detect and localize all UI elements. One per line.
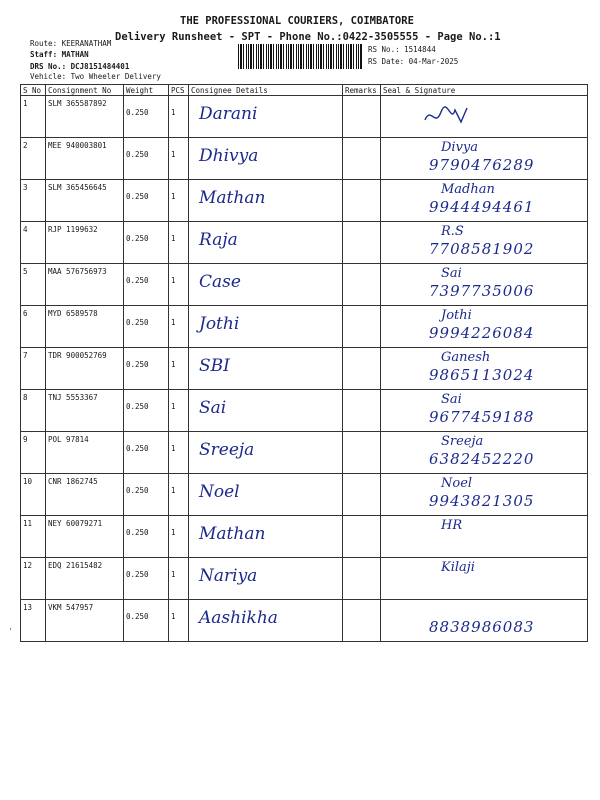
cell-remarks — [343, 264, 381, 306]
cell-pcs — [169, 516, 189, 558]
consignee-handwriting: Mathan — [199, 188, 266, 208]
col-header-seal: Seal & Signature — [381, 85, 588, 96]
col-header-pcs: PCS — [169, 85, 189, 96]
consignment-no: MEE 940003801 — [48, 141, 107, 150]
cell-seal — [381, 348, 588, 390]
sno: 6 — [23, 309, 28, 318]
weight: 0.250 — [126, 150, 149, 159]
cell-consignee — [189, 600, 343, 642]
seal-name-handwriting: Sai — [441, 392, 462, 407]
cell-sno — [21, 222, 46, 264]
cell-sno — [21, 138, 46, 180]
cell-seal — [381, 558, 588, 600]
weight: 0.250 — [126, 612, 149, 621]
cell-consignment — [46, 348, 124, 390]
seal-phone-handwriting: 9994226084 — [429, 324, 535, 342]
seal-phone-handwriting: 7397735006 — [429, 282, 535, 300]
cell-consignee — [189, 474, 343, 516]
seal-name-handwriting: Kilaji — [441, 560, 475, 575]
weight: 0.250 — [126, 360, 149, 369]
weight: 0.250 — [126, 528, 149, 537]
seal-name-handwriting: Divya — [441, 140, 479, 155]
cell-remarks — [343, 432, 381, 474]
table-row — [21, 432, 588, 474]
sno: 3 — [23, 183, 28, 192]
sno: 1 — [23, 99, 28, 108]
seal-name-handwriting: Noel — [441, 476, 473, 491]
sno: 5 — [23, 267, 28, 276]
cell-seal — [381, 138, 588, 180]
cell-consignee — [189, 180, 343, 222]
cell-consignee — [189, 516, 343, 558]
consignee-handwriting: Case — [199, 272, 241, 292]
pcs: 1 — [171, 318, 176, 327]
route: Route: KEERANATHAM — [30, 39, 112, 48]
cell-sno — [21, 96, 46, 138]
cell-weight — [124, 474, 169, 516]
pcs: 1 — [171, 234, 176, 243]
consignment-no: TNJ 5553367 — [48, 393, 98, 402]
seal-phone-handwriting: 6382452220 — [429, 450, 535, 468]
cell-sno — [21, 432, 46, 474]
cell-consignee — [189, 96, 343, 138]
cell-weight — [124, 558, 169, 600]
cell-sno — [21, 516, 46, 558]
cell-consignee — [189, 390, 343, 432]
seal-phone-handwriting: 8838986083 — [429, 618, 535, 636]
consignee-handwriting: Mathan — [199, 524, 266, 544]
cell-consignment — [46, 222, 124, 264]
company-name: THE PROFESSIONAL COURIERS, COIMBATORE — [180, 15, 414, 27]
consignment-no: RJP 1199632 — [48, 225, 98, 234]
cell-consignee — [189, 348, 343, 390]
cell-seal — [381, 180, 588, 222]
pcs: 1 — [171, 192, 176, 201]
cell-remarks — [343, 600, 381, 642]
weight: 0.250 — [126, 234, 149, 243]
pcs: 1 — [171, 276, 176, 285]
pcs: 1 — [171, 612, 176, 621]
weight: 0.250 — [126, 108, 149, 117]
cell-sno — [21, 474, 46, 516]
cell-pcs — [169, 600, 189, 642]
consignee-handwriting: Jothi — [199, 314, 240, 334]
cell-consignment — [46, 390, 124, 432]
seal-name-handwriting: Madhan — [441, 182, 495, 197]
consignment-no: CNR 1862745 — [48, 477, 98, 486]
table-row — [21, 600, 588, 642]
seal-phone-handwriting: 9790476289 — [429, 156, 535, 174]
cell-seal — [381, 264, 588, 306]
pcs: 1 — [171, 360, 176, 369]
consignment-no: POL 97814 — [48, 435, 89, 444]
cell-seal — [381, 516, 588, 558]
consignee-handwriting: Raja — [199, 230, 238, 250]
table-row — [21, 222, 588, 264]
cell-pcs — [169, 474, 189, 516]
rs-number: RS No.: 1514844 — [368, 45, 436, 54]
cell-pcs — [169, 390, 189, 432]
seal-phone-handwriting: 9944494461 — [429, 198, 535, 216]
cell-remarks — [343, 348, 381, 390]
cell-weight — [124, 432, 169, 474]
pcs: 1 — [171, 150, 176, 159]
cell-sno — [21, 600, 46, 642]
consignee-handwriting: Aashikha — [199, 608, 278, 628]
cell-weight — [124, 138, 169, 180]
cell-seal — [381, 222, 588, 264]
scribble-signature — [421, 102, 481, 132]
rs-date: RS Date: 04-Mar-2025 — [368, 57, 459, 66]
consignment-no: VKM 547957 — [48, 603, 94, 612]
col-header-sno: S No — [21, 85, 46, 96]
pcs: 1 — [171, 108, 176, 117]
barcode-image — [238, 44, 362, 69]
sno: 13 — [23, 603, 33, 612]
cell-sno — [21, 390, 46, 432]
cell-consignment — [46, 138, 124, 180]
cell-remarks — [343, 390, 381, 432]
runsheet-table — [20, 84, 588, 642]
consignee-handwriting: Darani — [199, 104, 258, 124]
cell-consignment — [46, 558, 124, 600]
cell-weight — [124, 96, 169, 138]
cell-seal — [381, 96, 588, 138]
seal-name-handwriting: Jothi — [441, 308, 472, 323]
cell-weight — [124, 180, 169, 222]
sno: 4 — [23, 225, 28, 234]
cell-consignee — [189, 222, 343, 264]
cell-seal — [381, 432, 588, 474]
sheet-title: Delivery Runsheet - SPT - Phone No.:0422-3505555 - Page No.:1 — [115, 31, 501, 43]
cell-consignment — [46, 180, 124, 222]
cell-remarks — [343, 558, 381, 600]
pcs: 1 — [171, 402, 176, 411]
cell-pcs — [169, 558, 189, 600]
weight: 0.250 — [126, 486, 149, 495]
table-row — [21, 306, 588, 348]
cell-pcs — [169, 96, 189, 138]
table-row — [21, 180, 588, 222]
cell-seal — [381, 306, 588, 348]
consignee-handwriting: Sreeja — [199, 440, 255, 460]
col-header-weight: Weight — [124, 85, 169, 96]
seal-name-handwriting: Sai — [441, 266, 462, 281]
table-row — [21, 96, 588, 138]
table-row — [21, 264, 588, 306]
edge-mark: ʹ — [8, 628, 14, 638]
cell-consignment — [46, 96, 124, 138]
cell-consignment — [46, 432, 124, 474]
cell-consignment — [46, 516, 124, 558]
seal-phone-handwriting: 9865113024 — [429, 366, 535, 384]
table-row — [21, 390, 588, 432]
sno: 12 — [23, 561, 33, 570]
cell-weight — [124, 390, 169, 432]
cell-seal — [381, 600, 588, 642]
table-row — [21, 348, 588, 390]
weight: 0.250 — [126, 570, 149, 579]
cell-consignment — [46, 600, 124, 642]
weight: 0.250 — [126, 192, 149, 201]
cell-pcs — [169, 348, 189, 390]
cell-weight — [124, 264, 169, 306]
cell-sno — [21, 180, 46, 222]
cell-consignment — [46, 306, 124, 348]
cell-weight — [124, 222, 169, 264]
cell-remarks — [343, 180, 381, 222]
cell-consignment — [46, 474, 124, 516]
consignee-handwriting: Sai — [199, 398, 227, 418]
weight: 0.250 — [126, 276, 149, 285]
sno: 2 — [23, 141, 28, 150]
pcs: 1 — [171, 528, 176, 537]
cell-consignment — [46, 264, 124, 306]
col-header-remarks: Remarks — [343, 85, 381, 96]
cell-remarks — [343, 222, 381, 264]
cell-weight — [124, 348, 169, 390]
seal-name-handwriting: Ganesh — [441, 350, 491, 365]
table-row — [21, 558, 588, 600]
sno: 10 — [23, 477, 33, 486]
cell-pcs — [169, 138, 189, 180]
pcs: 1 — [171, 570, 176, 579]
cell-consignee — [189, 264, 343, 306]
cell-remarks — [343, 516, 381, 558]
cell-pcs — [169, 264, 189, 306]
consignment-no: MAA 576756973 — [48, 267, 107, 276]
pcs: 1 — [171, 486, 176, 495]
cell-seal — [381, 474, 588, 516]
sno: 9 — [23, 435, 28, 444]
consignee-handwriting: SBI — [199, 356, 230, 376]
cell-weight — [124, 306, 169, 348]
cell-pcs — [169, 222, 189, 264]
cell-sno — [21, 348, 46, 390]
weight: 0.250 — [126, 318, 149, 327]
pcs: 1 — [171, 444, 176, 453]
cell-remarks — [343, 306, 381, 348]
col-header-consignment: Consignment No — [46, 85, 124, 96]
seal-name-handwriting: R.S — [441, 224, 464, 239]
cell-consignee — [189, 558, 343, 600]
table-row — [21, 138, 588, 180]
consignment-no: NEY 60079271 — [48, 519, 103, 528]
seal-phone-handwriting: 9943821305 — [429, 492, 535, 510]
consignment-no: EDQ 21615482 — [48, 561, 103, 570]
consignee-handwriting: Nariya — [199, 566, 258, 586]
cell-remarks — [343, 474, 381, 516]
consignment-no: MYD 6589578 — [48, 309, 98, 318]
sno: 8 — [23, 393, 28, 402]
sno: 7 — [23, 351, 28, 360]
cell-consignee — [189, 432, 343, 474]
cell-sno — [21, 264, 46, 306]
consignee-handwriting: Dhivya — [199, 146, 259, 166]
cell-pcs — [169, 432, 189, 474]
cell-pcs — [169, 180, 189, 222]
cell-sno — [21, 306, 46, 348]
cell-weight — [124, 600, 169, 642]
cell-sno — [21, 558, 46, 600]
cell-weight — [124, 516, 169, 558]
vehicle: Vehicle: Two Wheeler Delivery — [30, 72, 161, 81]
consignment-no: TDR 900052769 — [48, 351, 107, 360]
table-row — [21, 474, 588, 516]
sno: 11 — [23, 519, 33, 528]
seal-phone-handwriting: 9677459188 — [429, 408, 535, 426]
seal-name-handwriting: HR — [441, 518, 463, 533]
weight: 0.250 — [126, 444, 149, 453]
seal-phone-handwriting: 7708581902 — [429, 240, 535, 258]
seal-name-handwriting: Sreeja — [441, 434, 484, 449]
cell-remarks — [343, 138, 381, 180]
staff: Staff: MATHAN — [30, 50, 89, 59]
cell-consignee — [189, 138, 343, 180]
cell-consignee — [189, 306, 343, 348]
consignee-handwriting: Noel — [199, 482, 240, 502]
consignment-no: SLM 365587892 — [48, 99, 107, 108]
table-row — [21, 516, 588, 558]
weight: 0.250 — [126, 402, 149, 411]
drs-number: DRS No.: DCJ8151484401 — [30, 62, 130, 71]
cell-remarks — [343, 96, 381, 138]
cell-seal — [381, 390, 588, 432]
cell-pcs — [169, 306, 189, 348]
col-header-consignee: Consignee Details — [189, 85, 343, 96]
table-header-row — [21, 85, 588, 96]
consignment-no: SLM 365456645 — [48, 183, 107, 192]
